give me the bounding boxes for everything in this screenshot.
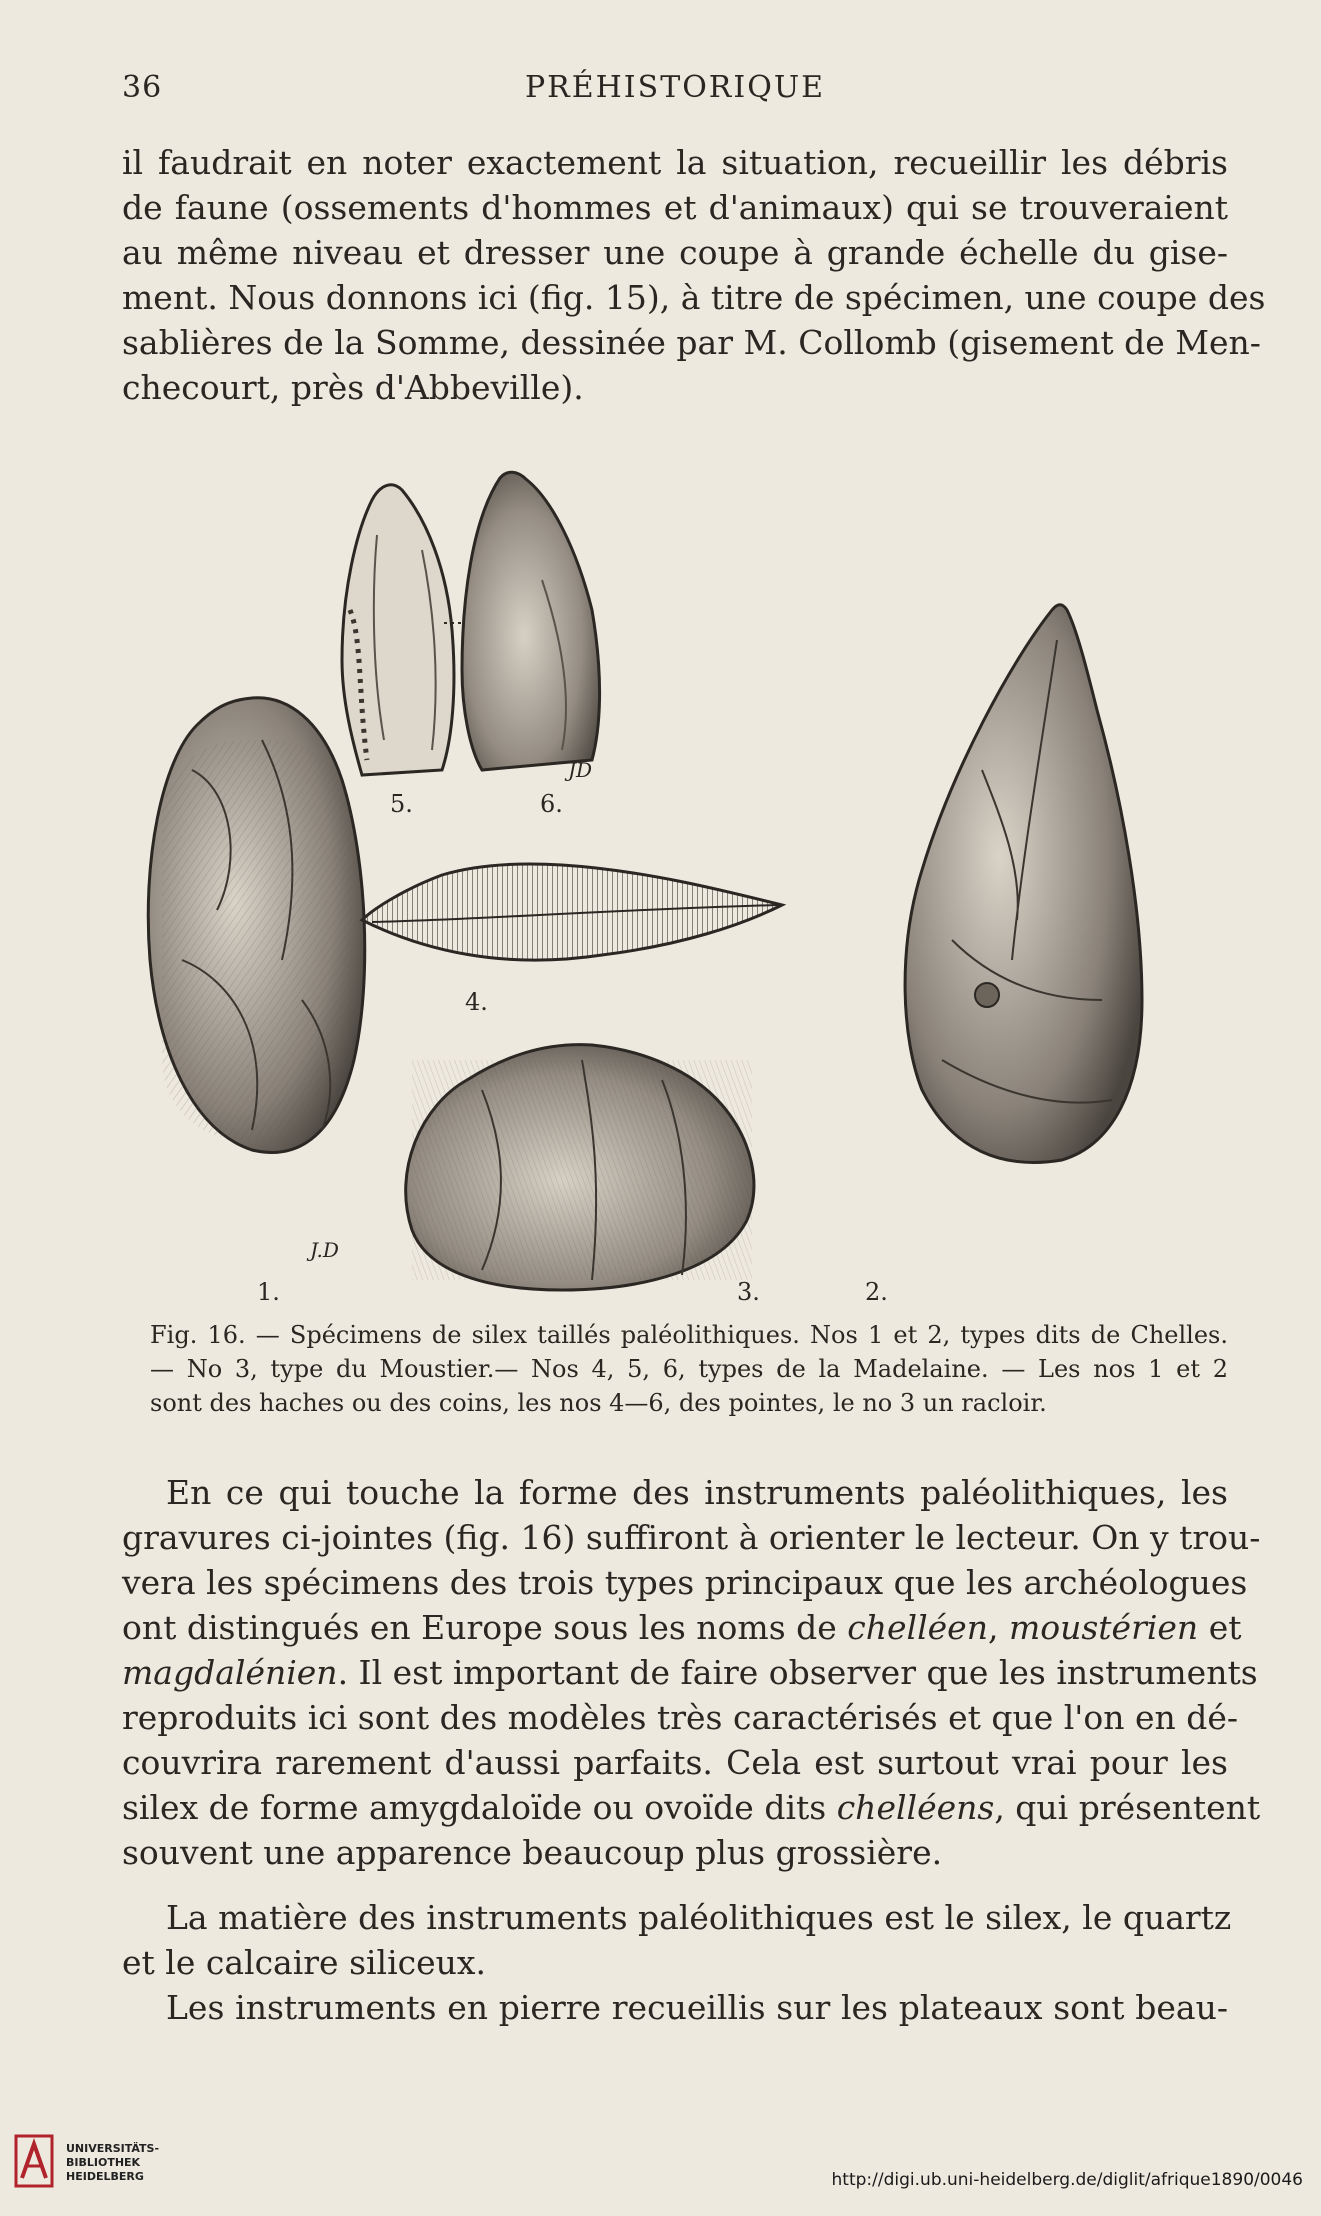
text-run: et bbox=[1198, 1608, 1242, 1647]
text-run: , qui présentent bbox=[994, 1788, 1261, 1827]
caption-line: — No 3, type du Moustier.— Nos 4, 5, 6, types de la Madelaine. — Les nos 1 et 2 bbox=[150, 1355, 1228, 1383]
heidelberg-library-logo-icon bbox=[14, 2134, 54, 2188]
italic-term: chelléen bbox=[847, 1608, 988, 1647]
text-line: gravures ci-jointes (fig. 16) suffiront à orienter le lecteur. On y trou- bbox=[122, 1518, 1261, 1557]
text-run: . Il est important de faire observer que les instruments bbox=[337, 1653, 1258, 1692]
flint-5-point bbox=[342, 485, 454, 775]
artist-signature: JD bbox=[568, 758, 593, 782]
italic-term: magdalénien bbox=[122, 1653, 338, 1692]
caption-line: Fig. 16. — Spécimens de silex taillés paléolithiques. Nos 1 et 2, types dits de Chelles. bbox=[150, 1321, 1228, 1349]
italic-term: moustérien bbox=[1008, 1608, 1199, 1647]
text-run: , bbox=[987, 1608, 1009, 1647]
text-line: La matière des instruments paléolithiques est le silex, le quartz bbox=[166, 1898, 1232, 1937]
source-url-link[interactable]: http://digi.ub.uni-heidelberg.de/diglit/afrique1890/0046 bbox=[831, 2170, 1303, 2190]
flint-tools-drawing bbox=[122, 440, 1228, 1320]
logo-line: HEIDELBERG bbox=[66, 2170, 144, 2183]
text-line: Les instruments en pierre recueillis sur les plateaux sont beau- bbox=[166, 1988, 1228, 2027]
flint-6-point bbox=[462, 472, 600, 770]
logo-text bbox=[66, 2142, 159, 2184]
flint-2-hand-axe bbox=[905, 605, 1142, 1163]
text-run: ont distingués en Europe sous les noms de bbox=[122, 1608, 848, 1647]
figure-caption bbox=[122, 1318, 1228, 1420]
page-header bbox=[122, 70, 1228, 110]
text-line: de faune (ossements d'hommes et d'animaux) qui se trouveraient bbox=[122, 188, 1228, 227]
flint-3-scraper bbox=[406, 1045, 754, 1290]
text-line: et le calcaire siliceux. bbox=[122, 1943, 487, 1982]
text-line: vera les spécimens des trois types principaux que les archéologues bbox=[122, 1563, 1248, 1602]
logo-line: BIBLIOTHEK bbox=[66, 2156, 141, 2169]
logo-line: UNIVERSITÄTS- bbox=[66, 2142, 160, 2155]
text-line bbox=[122, 1785, 1261, 1830]
figure-label-5: 5. bbox=[390, 790, 413, 818]
caption-line: sont des haches ou des coins, les nos 4—6, des pointes, le no 3 un racloir. bbox=[150, 1389, 1047, 1417]
paragraph-2 bbox=[122, 1470, 1261, 1875]
text-line: couvrira rarement d'aussi parfaits. Cela est surtout vrai pour les bbox=[122, 1743, 1228, 1782]
text-line: En ce qui touche la forme des instruments paléolithiques, les bbox=[166, 1473, 1228, 1512]
figure-label-2: 2. bbox=[865, 1278, 888, 1306]
figure-label-6: 6. bbox=[540, 790, 563, 818]
text-line: reproduits ici sont des modèles très caractérisés et que l'on en dé- bbox=[122, 1698, 1239, 1737]
text-line: ment. Nous donnons ici (fig. 15), à titre de spécimen, une coupe des bbox=[122, 278, 1266, 317]
text-line: checourt, près d'Abbeville). bbox=[122, 368, 584, 407]
paragraph-1 bbox=[122, 140, 1266, 410]
figure-label-1: 1. bbox=[257, 1278, 280, 1306]
flint-1-hand-axe bbox=[148, 698, 365, 1153]
running-title: PRÉHISTORIQUE bbox=[524, 70, 826, 105]
artist-signature: J.D bbox=[310, 1238, 339, 1262]
italic-term: chelléens bbox=[836, 1788, 995, 1827]
paragraph-3 bbox=[122, 1895, 1232, 1985]
text-line bbox=[122, 1605, 1242, 1650]
library-logo[interactable] bbox=[14, 2130, 174, 2200]
text-line: il faudrait en noter exactement la situation, recueillir les débris bbox=[122, 143, 1228, 182]
text-line: sablières de la Somme, dessinée par M. Collomb (gisement de Men- bbox=[122, 323, 1261, 362]
page-number: 36 bbox=[122, 70, 163, 105]
figure-label-4: 4. bbox=[465, 988, 488, 1016]
figure-16-illustration bbox=[122, 440, 1228, 1320]
text-line: souvent une apparence beaucoup plus grossière. bbox=[122, 1833, 943, 1872]
text-run: silex de forme amygdaloïde ou ovoïde dits bbox=[122, 1788, 837, 1827]
text-line bbox=[122, 1650, 1258, 1695]
flint-4-blade bbox=[362, 864, 782, 960]
paragraph-4 bbox=[122, 1985, 1228, 2030]
figure-label-3: 3. bbox=[737, 1278, 760, 1306]
text-line: au même niveau et dresser une coupe à grande échelle du gise- bbox=[122, 233, 1228, 272]
